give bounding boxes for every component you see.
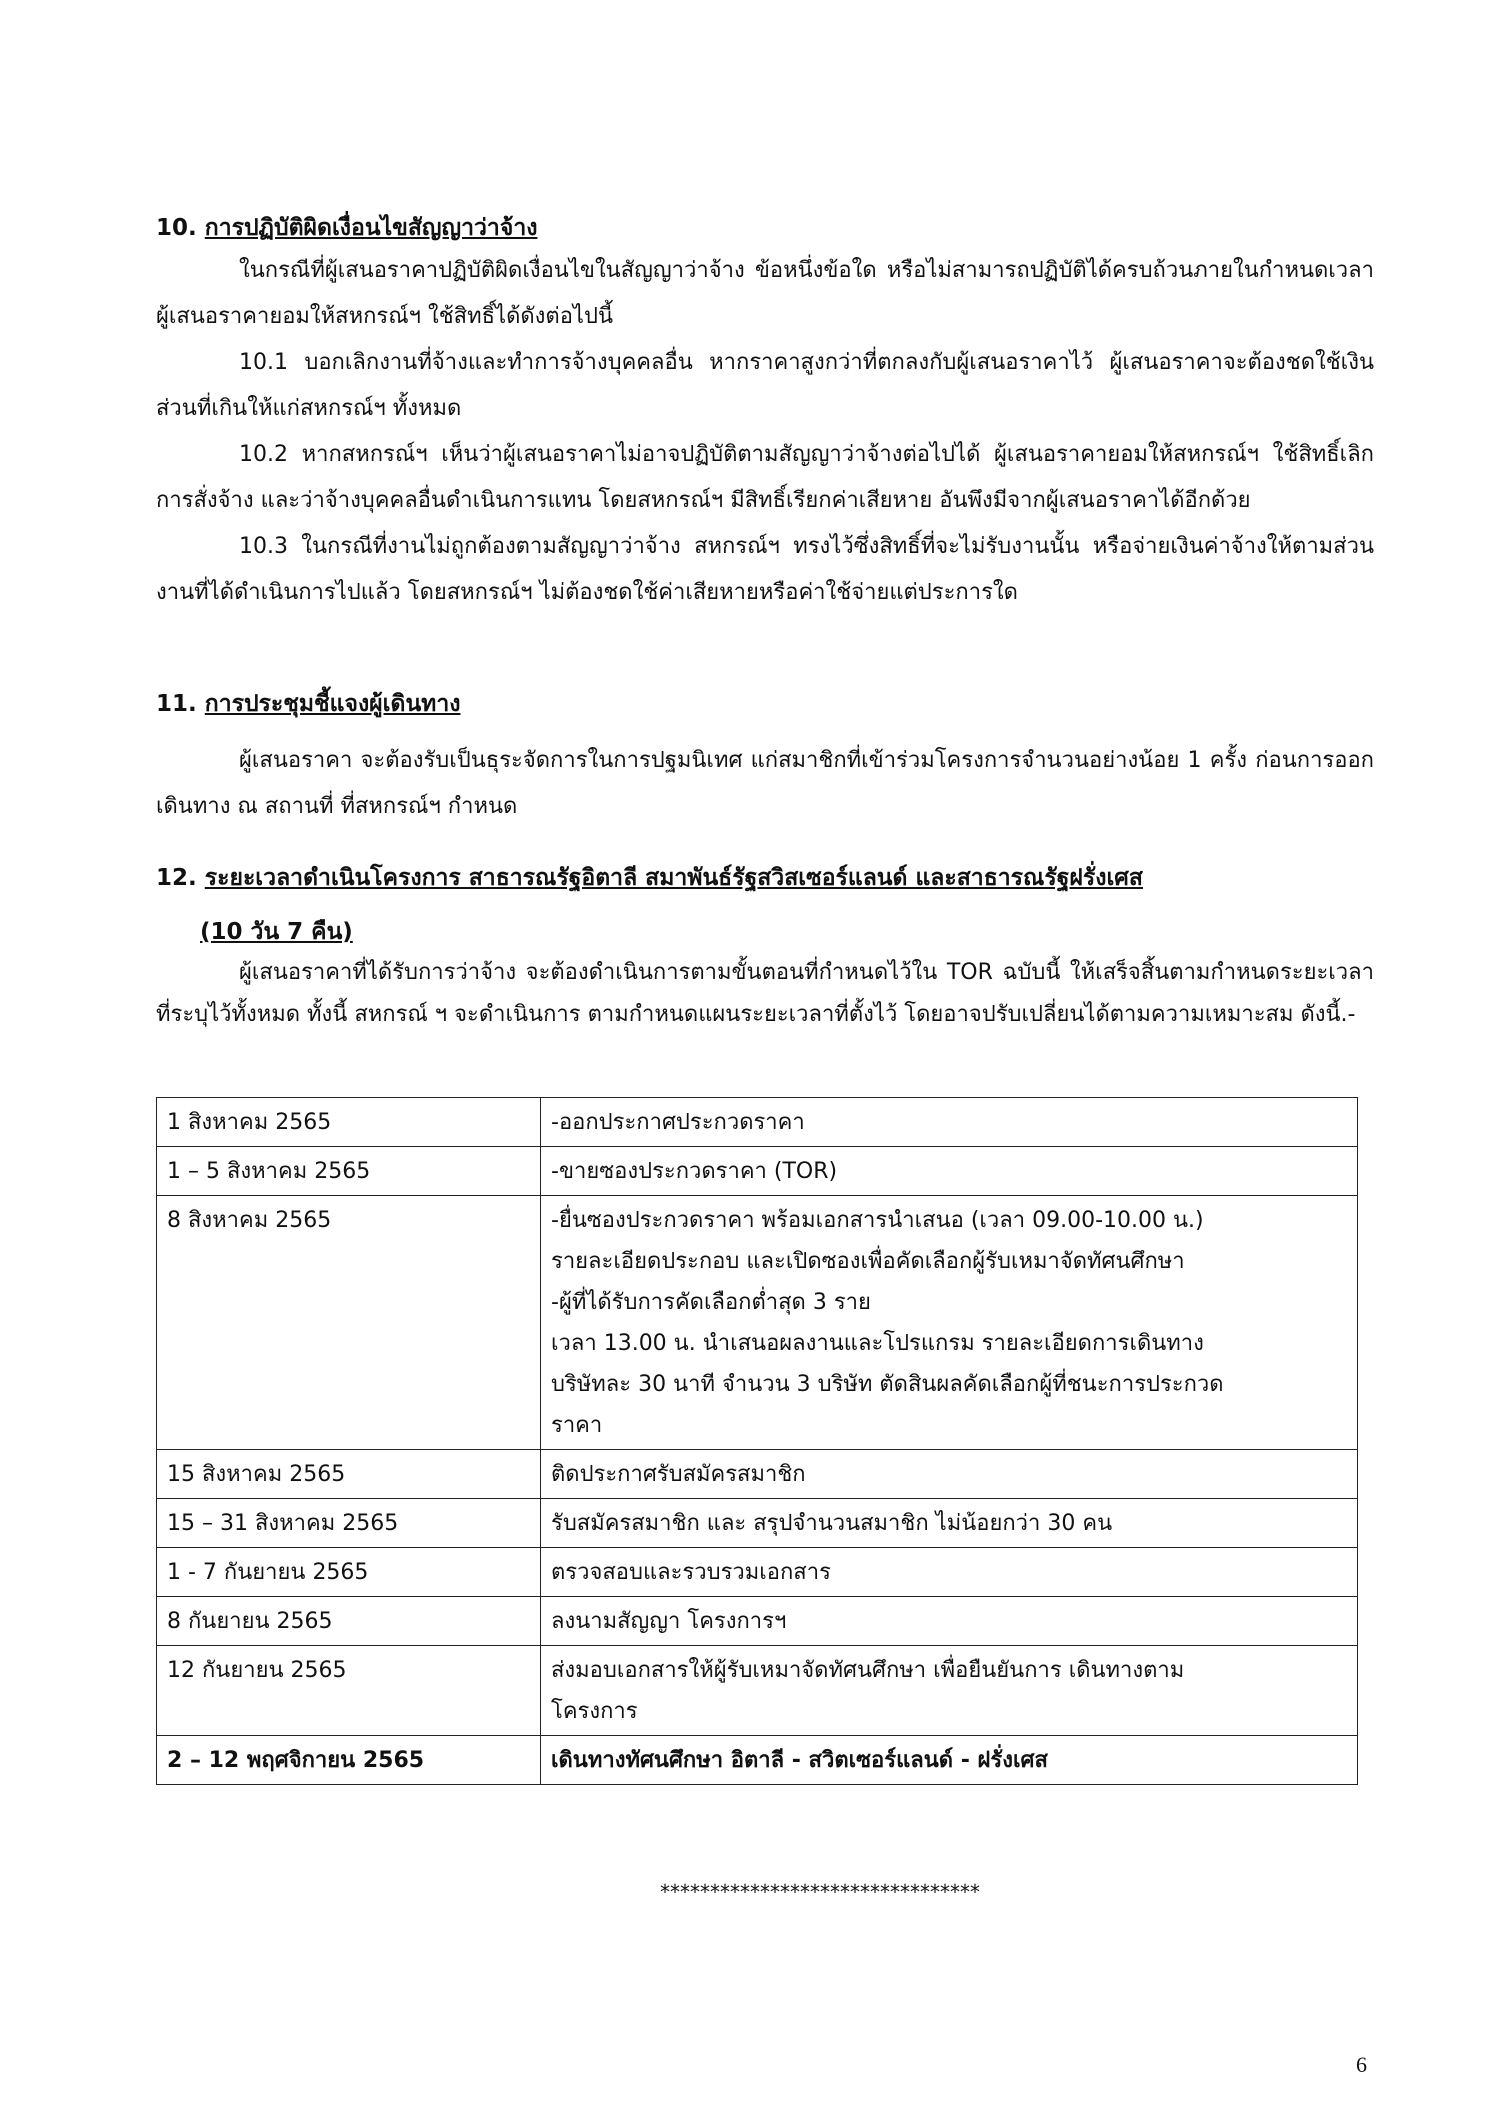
section-12-subtitle-line bbox=[156, 912, 1374, 952]
schedule-activity-line: ติดประกาศรับสมัครสมาชิก bbox=[551, 1462, 806, 1487]
schedule-row bbox=[157, 1548, 1358, 1597]
schedule-row bbox=[157, 1646, 1358, 1736]
schedule-row bbox=[157, 1499, 1358, 1548]
schedule-row bbox=[157, 1147, 1358, 1196]
schedule-activity-cell bbox=[541, 1736, 1358, 1785]
schedule-activity-line: ราคา bbox=[551, 1413, 603, 1438]
section-12-heading bbox=[156, 858, 1374, 898]
schedule-activity-line: -ยื่นซองประกวดราคา พร้อมเอกสารนำเสนอ (เวลา 09.00-10.00 น.) bbox=[551, 1208, 1204, 1233]
schedule-activity-line: -ผู้ที่ได้รับการคัดเลือกต่ำสุด 3 ราย bbox=[551, 1290, 871, 1315]
section-10-2-paragraph: 10.2 หากสหกรณ์ฯ เห็นว่าผู้เสนอราคาไม่อาจปฏิบัติตามสัญญาว่าจ้างต่อไปได้ ผู้เสนอราคายอมให้สหกรณ์ฯ ใช้สิทธิ์เลิกการสั่งจ้าง และว่าจ้างบุคคลอื่นดำเนินการแทน โดยสหกรณ์ฯ มีสิทธิ์เรียกค่าเสียหาย อันพึงมีจากผู้เสนอราคาได้อีกด้วย bbox=[156, 442, 1374, 513]
schedule-activity-line: -ออกประกาศประกวดราคา bbox=[551, 1110, 805, 1135]
schedule-date-cell: 8 กันยายน 2565 bbox=[157, 1597, 541, 1646]
section-12-number: 12. bbox=[156, 865, 197, 891]
schedule-date-cell: 8 สิงหาคม 2565 bbox=[157, 1196, 541, 1450]
section-10-number: 10. bbox=[156, 215, 197, 241]
schedule-activity-cell bbox=[541, 1196, 1358, 1450]
schedule-activity-line: บริษัทละ 30 นาที จำนวน 3 บริษัท ตัดสินผลคัดเลือกผู้ที่ชนะการประกวด bbox=[551, 1372, 1224, 1397]
schedule-activity-line: รับสมัครสมาชิก และ สรุปจำนวนสมาชิก ไม่น้อยกว่า 30 คน bbox=[551, 1511, 1113, 1536]
schedule-activity-line: เดินทางทัศนศึกษา อิตาลี - สวิตเซอร์แลนด์ - ฝรั่งเศส bbox=[551, 1748, 1048, 1773]
schedule-activity-cell bbox=[541, 1147, 1358, 1196]
section-11-title: การประชุมชี้แจงผู้เดินทาง bbox=[204, 691, 461, 717]
schedule-activity-cell bbox=[541, 1548, 1358, 1597]
section-12-paragraph: ผู้เสนอราคาที่ได้รับการว่าจ้าง จะต้องดำเนินการตามขั้นตอนที่กำหนดไว้ใน TOR ฉบับนี้ ให้เสร็จสิ้นตามกำหนดระยะเวลาที่ระบุไว้ทั้งหมด ทั้งนี้ สหกรณ์ ฯ จะดำเนินการ ตามกำหนดแผนระยะเวลาที่ตั้งไว้ โดยอาจปรับเปลี่ยนได้ตามความเหมาะสม ดังนี้.- bbox=[156, 960, 1374, 1027]
schedule-activity-cell bbox=[541, 1098, 1358, 1147]
schedule-date-cell: 1 – 5 สิงหาคม 2565 bbox=[157, 1147, 541, 1196]
schedule-activity-cell bbox=[541, 1499, 1358, 1548]
schedule-table bbox=[156, 1097, 1358, 1785]
page-number: 6 bbox=[1356, 2052, 1367, 2077]
section-10-1-paragraph: 10.1 บอกเลิกงานที่จ้างและทำการจ้างบุคคลอื่น หากราคาสูงกว่าที่ตกลงกับผู้เสนอราคาไว้ ผู้เสนอราคาจะต้องชดใช้เงินส่วนที่เกินให้แก่สหกรณ์ฯ ทั้งหมด bbox=[156, 350, 1374, 421]
schedule-activity-line: เวลา 13.00 น. นำเสนอผลงานและโปรแกรม รายละเอียดการเดินทาง bbox=[551, 1331, 1204, 1356]
section-11-paragraph: ผู้เสนอราคา จะต้องรับเป็นธุระจัดการในการปฐมนิเทศ แก่สมาชิกที่เข้าร่วมโครงการจำนวนอย่างน้อย 1 ครั้ง ก่อนการออกเดินทาง ณ สถานที่ ที่สหกรณ์ฯ กำหนด bbox=[156, 748, 1374, 819]
section-11-heading bbox=[156, 684, 1374, 724]
schedule-activity-line: ตรวจสอบและรวบรวมเอกสาร bbox=[551, 1560, 831, 1585]
schedule-activity-line: ลงนามสัญญา โครงการฯ bbox=[551, 1609, 787, 1634]
schedule-activity-cell bbox=[541, 1597, 1358, 1646]
schedule-row bbox=[157, 1098, 1358, 1147]
section-12 bbox=[156, 858, 1374, 1036]
schedule-activity-line: ส่งมอบเอกสารให้ผู้รับเหมาจัดทัศนศึกษา เพื่อยืนยันการ เดินทางตาม bbox=[551, 1658, 1185, 1683]
section-10-heading bbox=[156, 208, 1374, 248]
section-10-paragraph-1: ในกรณีที่ผู้เสนอราคาปฏิบัติผิดเงื่อนไขในสัญญาว่าจ้าง ข้อหนึ่งข้อใด หรือไม่สามารถปฏิบัติได้ครบถ้วนภายในกำหนดเวลา ผู้เสนอราคายอมให้สหกรณ์ฯ ใช้สิทธิ์ได้ดังต่อไปนี้ bbox=[156, 258, 1374, 329]
section-10 bbox=[156, 208, 1374, 616]
schedule-row bbox=[157, 1450, 1358, 1499]
schedule-row bbox=[157, 1597, 1358, 1646]
section-10-title: การปฏิบัติผิดเงื่อนไขสัญญาว่าจ้าง bbox=[204, 215, 538, 241]
schedule-row bbox=[157, 1196, 1358, 1450]
schedule-activity-line: รายละเอียดประกอบ และเปิดซองเพื่อคัดเลือกผู้รับเหมาจัดทัศนศึกษา bbox=[551, 1249, 1185, 1274]
schedule-activity-line: โครงการ bbox=[551, 1699, 638, 1724]
schedule-date-cell: 12 กันยายน 2565 bbox=[157, 1646, 541, 1736]
schedule-date-cell: 1 สิงหาคม 2565 bbox=[157, 1098, 541, 1147]
schedule-activity-cell bbox=[541, 1646, 1358, 1736]
schedule-date-cell: 1 - 7 กันยายน 2565 bbox=[157, 1548, 541, 1597]
section-11-number: 11. bbox=[156, 691, 197, 717]
schedule-activity-cell bbox=[541, 1450, 1358, 1499]
schedule-date-cell: 2 – 12 พฤศจิกายน 2565 bbox=[157, 1736, 541, 1785]
schedule-date-cell: 15 – 31 สิงหาคม 2565 bbox=[157, 1499, 541, 1548]
schedule-row bbox=[157, 1736, 1358, 1785]
section-11 bbox=[156, 684, 1374, 830]
separator-asterisks: ******************************** bbox=[660, 1880, 980, 1904]
section-12-subtitle: (10 วัน 7 คืน) bbox=[200, 919, 353, 945]
section-12-title: ระยะเวลาดำเนินโครงการ สาธารณรัฐอิตาลี สมาพันธ์รัฐสวิสเซอร์แลนด์ และสาธารณรัฐฝรั่งเศส bbox=[204, 865, 1143, 891]
schedule-date-cell: 15 สิงหาคม 2565 bbox=[157, 1450, 541, 1499]
schedule-activity-line: -ขายซองประกวดราคา (TOR) bbox=[551, 1159, 838, 1184]
section-10-3-paragraph: 10.3 ในกรณีที่งานไม่ถูกต้องตามสัญญาว่าจ้าง สหกรณ์ฯ ทรงไว้ซึ่งสิทธิ์ที่จะไม่รับงานนั้น หรือจ่ายเงินค่าจ้างให้ตามส่วนงานที่ได้ดำเนินการไปแล้ว โดยสหกรณ์ฯ ไม่ต้องชดใช้ค่าเสียหายหรือค่าใช้จ่ายแต่ประการใด bbox=[156, 534, 1374, 605]
